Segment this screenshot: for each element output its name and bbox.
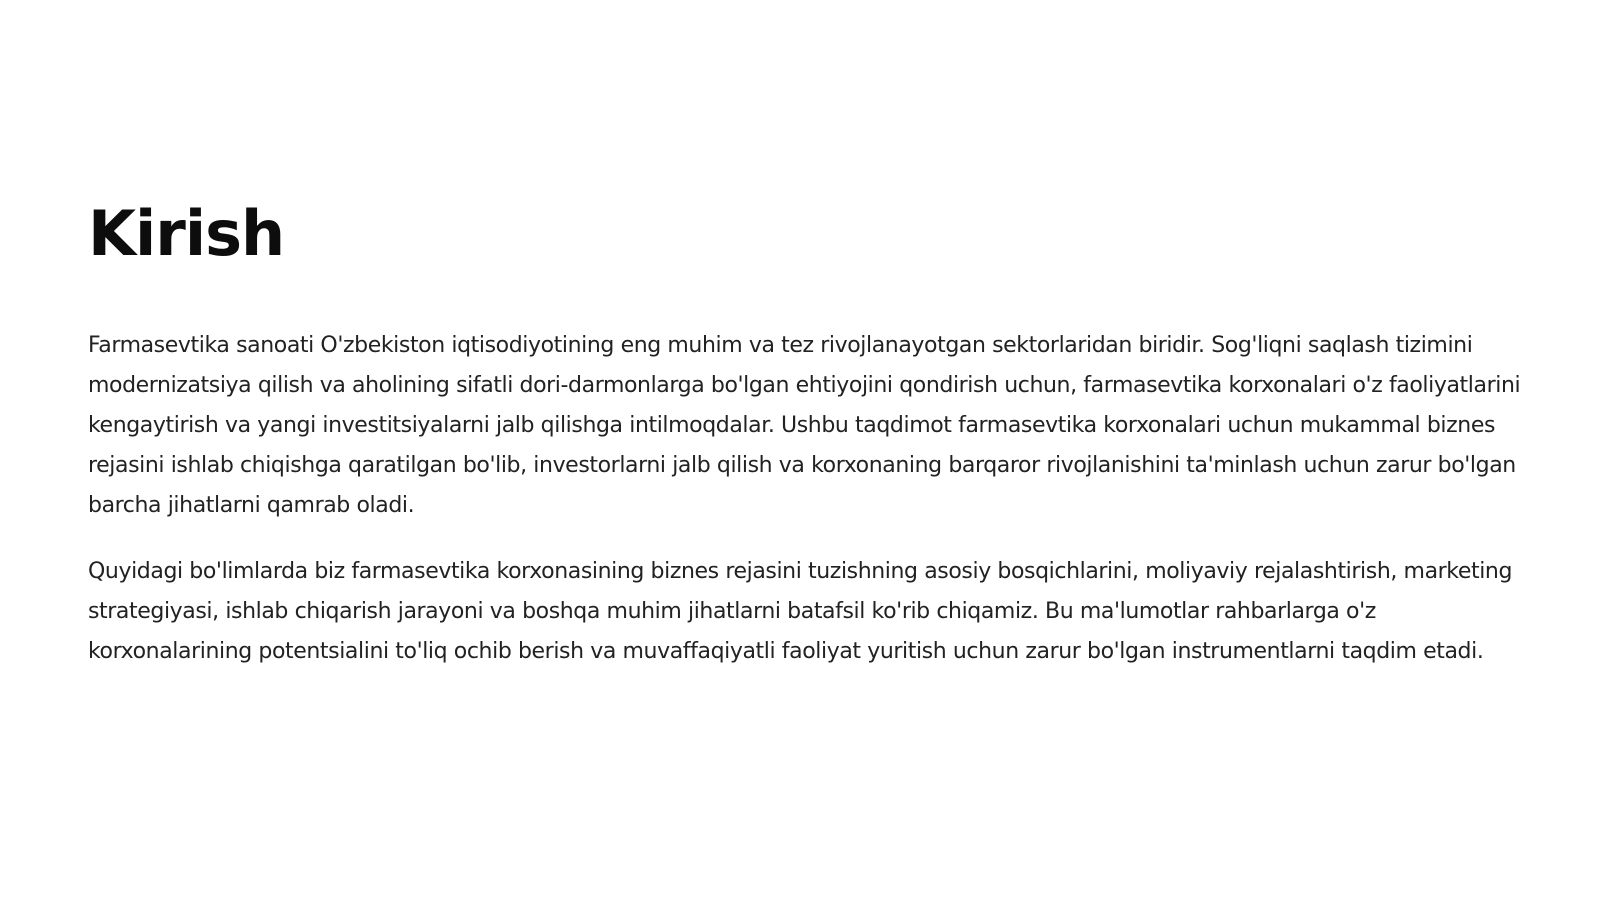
- sections-overview-paragraph: Quyidagi bo'limlarda biz farmasevtika korxonasining biznes rejasini tuzishning asosiy bosqichlarini, moliyaviy rejalashtirish, marketing strategiyasi, ishlab chiqarish jarayoni va boshqa muhim jihatlarni batafsil ko'rib chiqamiz. Bu ma'lumotlar rahbarlarga o'z korxonalarining potentsialini to'liq ochib berish va muvaffaqiyatli faoliyat yuritish uchun zarur bo'lgan instrumentlarni taqdim etadi.: [88, 559, 1513, 664]
- slide-title: Kirish: [88, 197, 285, 270]
- slide-content: [88, 198, 1528, 672]
- intro-paragraph: Farmasevtika sanoati O'zbekiston iqtisodiyotining eng muhim va tez rivojlanayotgan sektorlaridan biridir. Sog'liqni saqlash tizimini modernizatsiya qilish va aholining sifatli dori-darmonlarga bo'lgan ehtiyojini qondirish uchun, farmasevtika korxonalari o'z faoliyatlarini kengaytirish va yangi investitsiyalarni jalb qilishga intilmoqdalar. Ushbu taqdimot farmasevtika korxonalari uchun mukammal biznes rejasini ishlab chiqishga qaratilgan bo'lib, investorlarni jalb qilish va korxonaning barqaror rivojlanishini ta'minlash uchun zarur bo'lgan barcha jihatlarni qamrab oladi.: [88, 333, 1521, 518]
